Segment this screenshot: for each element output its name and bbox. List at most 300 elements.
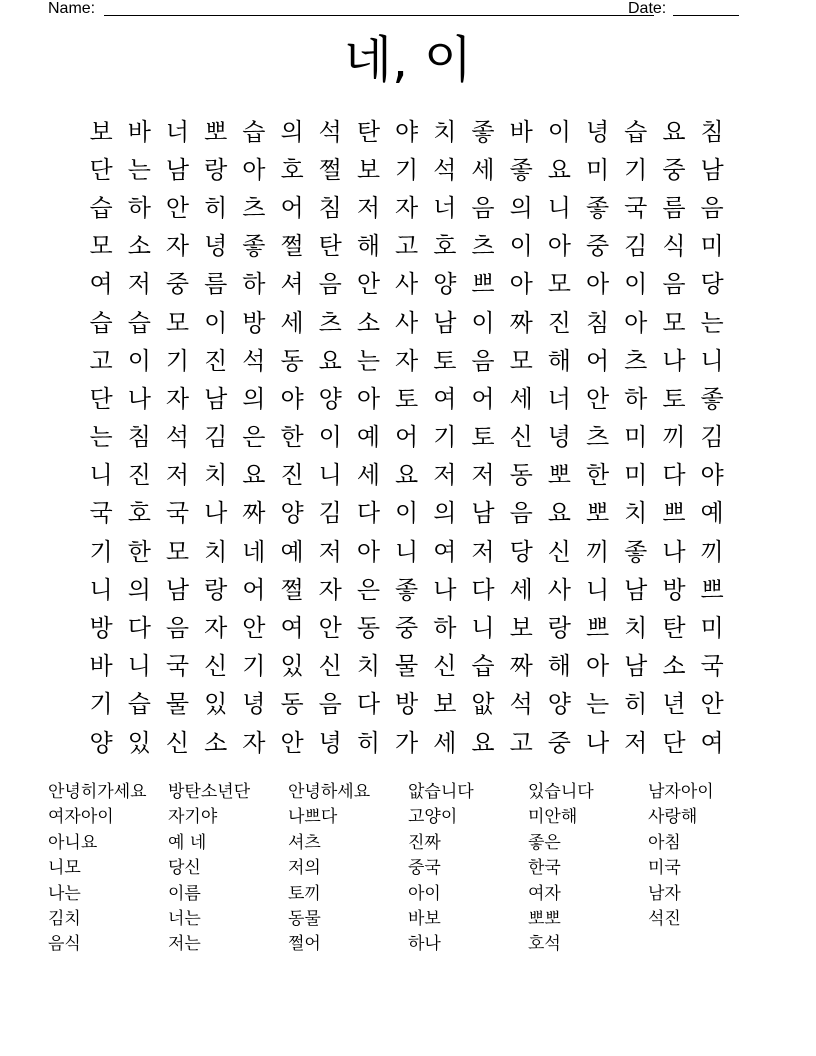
grid-cell: 랑 <box>204 575 228 604</box>
grid-cell: 남 <box>471 499 495 528</box>
grid-cell: 기 <box>89 537 113 566</box>
grid-cell: 안 <box>280 728 304 757</box>
worksheet-header <box>48 0 748 20</box>
grid-cell: 요 <box>662 117 686 146</box>
grid-cell: 신 <box>204 652 228 681</box>
word-list-item: 있습니다 <box>528 782 594 802</box>
word-list-item: 여자아이 <box>48 807 114 828</box>
grid-cell: 음 <box>662 270 686 299</box>
grid-cell: 신 <box>318 652 342 681</box>
grid-cell: 습 <box>471 652 495 681</box>
grid-cell: 음 <box>318 690 342 719</box>
grid-cell: 치 <box>624 614 648 643</box>
grid-cell: 저 <box>471 461 495 490</box>
grid-cell: 남 <box>204 384 228 413</box>
grid-cell: 요 <box>547 155 571 184</box>
grid-cell: 이 <box>471 308 495 337</box>
grid-cell: 모 <box>165 308 190 337</box>
grid-cell: 아 <box>356 537 380 566</box>
grid-cell: 녕 <box>242 690 266 719</box>
grid-cell: 뽀 <box>547 461 571 490</box>
grid-cell: 세 <box>280 308 304 337</box>
grid-cell: 탄 <box>662 614 686 643</box>
grid-cell: 토 <box>433 346 457 375</box>
grid-cell: 국 <box>624 193 648 222</box>
word-list-item: 뽀뽀 <box>528 908 561 929</box>
grid-cell: 좋 <box>700 384 724 413</box>
word-list-item: 나는 <box>48 883 81 904</box>
grid-cell: 녕 <box>585 117 610 146</box>
grid-cell: 안 <box>356 270 380 299</box>
grid-cell: 국 <box>165 652 190 681</box>
grid-cell: 물 <box>395 652 419 681</box>
grid-cell: 있 <box>280 652 304 681</box>
grid-cell: 는 <box>356 346 380 375</box>
grid-cell: 요 <box>242 461 266 490</box>
grid-cell: 하 <box>624 384 648 413</box>
grid-cell: 니 <box>89 575 113 604</box>
name-label: Name: <box>48 0 96 17</box>
word-list-item: 저의 <box>288 858 321 879</box>
grid-cell: 석 <box>509 690 533 719</box>
grid-cell: 어 <box>585 346 610 375</box>
word-list-item: 아침 <box>648 832 681 853</box>
grid-cell: 예 <box>700 499 724 528</box>
grid-cell: 중 <box>662 155 686 184</box>
grid-cell: 셔 <box>280 270 304 299</box>
grid-cell: 세 <box>509 575 533 604</box>
grid-cell: 끼 <box>585 537 610 566</box>
grid-cell: 석 <box>318 117 342 146</box>
grid-cell: 남 <box>165 575 190 604</box>
word-list-item: 이름 <box>168 883 201 904</box>
grid-cell: 자 <box>395 193 419 222</box>
grid-cell: 바 <box>127 117 151 146</box>
grid-cell: 니 <box>700 346 724 375</box>
grid-cell: 앖 <box>471 690 495 719</box>
word-list-item: 아이 <box>408 883 441 904</box>
word-list-item: 사랑해 <box>648 807 698 828</box>
grid-cell: 세 <box>433 728 457 757</box>
grid-cell: 보 <box>509 614 533 643</box>
grid-cell: 어 <box>395 423 419 452</box>
grid-cell: 단 <box>662 728 686 757</box>
grid-cell: 자 <box>395 346 419 375</box>
grid-cell: 다 <box>356 499 380 528</box>
grid-cell: 당 <box>509 537 533 566</box>
grid-cell: 탄 <box>356 117 380 146</box>
grid-cell: 소 <box>356 308 380 337</box>
grid-cell: 기 <box>242 652 266 681</box>
grid-cell: 저 <box>127 270 151 299</box>
grid-cell: 한 <box>127 537 151 566</box>
grid-cell: 신 <box>433 652 457 681</box>
grid-cell: 안 <box>585 384 610 413</box>
grid-cell: 세 <box>356 461 380 490</box>
grid-cell: 치 <box>204 537 228 566</box>
grid-cell: 끼 <box>662 423 686 452</box>
grid-cell: 는 <box>700 308 724 337</box>
grid-cell: 안 <box>700 690 724 719</box>
grid-cell: 미 <box>585 155 610 184</box>
word-list-item: 나쁘다 <box>288 807 338 828</box>
grid-cell: 하 <box>242 270 266 299</box>
grid-cell: 침 <box>318 193 342 222</box>
grid-cell: 탄 <box>318 232 342 261</box>
grid-cell: 보 <box>433 690 457 719</box>
grid-cell: 진 <box>127 461 151 490</box>
grid-cell: 국 <box>89 499 113 528</box>
grid-cell: 츠 <box>318 308 342 337</box>
grid-cell: 토 <box>662 384 686 413</box>
word-list-item: 당신 <box>168 858 201 879</box>
grid-cell: 양 <box>280 499 304 528</box>
grid-cell: 름 <box>204 270 228 299</box>
grid-cell: 소 <box>204 728 228 757</box>
grid-cell: 보 <box>356 155 380 184</box>
grid-cell: 니 <box>318 461 342 490</box>
grid-cell: 당 <box>700 270 724 299</box>
grid-cell: 김 <box>700 423 724 452</box>
word-list-item: 동물 <box>288 908 321 929</box>
grid-cell: 미 <box>700 614 724 643</box>
grid-cell: 나 <box>662 346 686 375</box>
grid-cell: 짜 <box>509 308 533 337</box>
grid-cell: 요 <box>395 461 419 490</box>
grid-cell: 중 <box>547 728 571 757</box>
grid-cell: 미 <box>700 232 724 261</box>
grid-cell: 자 <box>318 575 342 604</box>
grid-cell: 의 <box>127 575 151 604</box>
grid-cell: 석 <box>433 155 457 184</box>
grid-cell: 국 <box>700 652 724 681</box>
grid-cell: 여 <box>433 537 457 566</box>
grid-cell: 자 <box>165 232 190 261</box>
grid-cell: 사 <box>395 308 419 337</box>
grid-cell: 나 <box>662 537 686 566</box>
word-list-item: 셔츠 <box>288 832 321 853</box>
word-list-item: 고양이 <box>408 807 458 828</box>
grid-cell: 고 <box>89 346 113 375</box>
grid-cell: 야 <box>395 117 419 146</box>
grid-cell: 물 <box>165 690 190 719</box>
grid-cell: 다 <box>356 690 380 719</box>
grid-cell: 의 <box>433 499 457 528</box>
grid-cell: 기 <box>165 346 190 375</box>
grid-cell: 습 <box>89 308 113 337</box>
grid-cell: 너 <box>547 384 571 413</box>
grid-cell: 의 <box>280 117 304 146</box>
grid-cell: 신 <box>509 423 533 452</box>
word-list-item: 아니요 <box>48 832 98 853</box>
word-list-item: 안녕히가세요 <box>48 782 147 802</box>
grid-cell: 하 <box>433 614 457 643</box>
grid-cell: 너 <box>433 193 457 222</box>
grid-cell: 토 <box>471 423 495 452</box>
grid-cell: 식 <box>662 232 686 261</box>
grid-cell: 이 <box>624 270 648 299</box>
grid-cell: 중 <box>585 232 610 261</box>
grid-cell: 국 <box>165 499 190 528</box>
grid-cell: 해 <box>547 652 571 681</box>
grid-cell: 은 <box>242 423 266 452</box>
grid-cell: 저 <box>624 728 648 757</box>
grid-cell: 진 <box>204 346 228 375</box>
grid-cell: 녕 <box>318 728 342 757</box>
grid-cell: 음 <box>509 499 533 528</box>
grid-cell: 히 <box>356 728 380 757</box>
grid-cell: 침 <box>585 308 610 337</box>
grid-cell: 니 <box>471 614 495 643</box>
grid-cell: 호 <box>280 155 304 184</box>
grid-cell: 짜 <box>242 499 266 528</box>
word-list-item: 안녕하세요 <box>288 782 371 802</box>
grid-cell: 기 <box>89 690 113 719</box>
grid-cell: 모 <box>662 308 686 337</box>
grid-cell: 방 <box>662 575 686 604</box>
word-list-item: 음식 <box>48 934 81 955</box>
grid-cell: 아 <box>356 384 380 413</box>
grid-cell: 호 <box>127 499 151 528</box>
grid-cell: 남 <box>624 652 648 681</box>
grid-cell: 좋 <box>585 193 610 222</box>
grid-cell: 좋 <box>242 232 266 261</box>
grid-cell: 남 <box>165 155 190 184</box>
word-list-item: 미안해 <box>528 807 578 828</box>
grid-cell: 좋 <box>395 575 419 604</box>
grid-cell: 히 <box>204 193 228 222</box>
grid-cell: 예 <box>280 537 304 566</box>
grid-cell: 기 <box>624 155 648 184</box>
word-list-item: 중국 <box>408 858 441 879</box>
grid-cell: 짜 <box>509 652 533 681</box>
grid-cell: 이 <box>204 308 228 337</box>
grid-cell: 양 <box>89 728 113 757</box>
grid-cell: 는 <box>585 690 610 719</box>
word-list-item: 방탄소년단 <box>168 782 251 802</box>
grid-cell: 뽀 <box>204 117 228 146</box>
grid-cell: 기 <box>433 423 457 452</box>
grid-cell: 쩔 <box>280 575 304 604</box>
grid-cell: 아 <box>585 652 610 681</box>
grid-cell: 안 <box>318 614 342 643</box>
grid-cell: 좋 <box>509 155 533 184</box>
grid-cell: 이 <box>509 232 533 261</box>
grid-cell: 김 <box>624 232 648 261</box>
grid-cell: 쁘 <box>662 499 686 528</box>
grid-cell: 니 <box>547 193 571 222</box>
grid-cell: 끼 <box>700 537 724 566</box>
grid-cell: 동 <box>280 690 304 719</box>
grid-cell: 저 <box>318 537 342 566</box>
grid-cell: 있 <box>127 728 151 757</box>
grid-cell: 니 <box>585 575 610 604</box>
grid-cell: 츠 <box>242 193 266 222</box>
grid-cell: 년 <box>662 690 686 719</box>
grid-cell: 자 <box>242 728 266 757</box>
word-list-item: 니모 <box>48 858 81 879</box>
grid-cell: 여 <box>700 728 724 757</box>
grid-cell: 히 <box>624 690 648 719</box>
grid-cell: 아 <box>624 308 648 337</box>
word-list-item: 좋은 <box>528 832 561 853</box>
grid-cell: 모 <box>547 270 571 299</box>
grid-cell: 이 <box>395 499 419 528</box>
page-title: 네, 이 <box>343 31 473 89</box>
grid-cell: 저 <box>356 193 380 222</box>
grid-cell: 의 <box>242 384 266 413</box>
grid-cell: 사 <box>395 270 419 299</box>
grid-cell: 어 <box>471 384 495 413</box>
grid-cell: 기 <box>395 155 419 184</box>
grid-cell: 나 <box>585 728 610 757</box>
grid-cell: 음 <box>700 193 724 222</box>
grid-cell: 습 <box>127 690 151 719</box>
grid-cell: 안 <box>165 193 190 222</box>
grid-cell: 습 <box>127 308 151 337</box>
grid-cell: 습 <box>89 193 113 222</box>
grid-cell: 자 <box>165 384 190 413</box>
word-list-item: 저는 <box>168 934 201 955</box>
word-search-grid <box>82 110 731 759</box>
grid-cell: 다 <box>471 575 495 604</box>
grid-cell: 아 <box>547 232 571 261</box>
grid-cell: 호 <box>433 232 457 261</box>
grid-cell: 방 <box>395 690 419 719</box>
word-list-item: 너는 <box>168 908 201 929</box>
grid-cell: 고 <box>509 728 533 757</box>
grid-cell: 세 <box>509 384 533 413</box>
grid-cell: 단 <box>89 384 113 413</box>
grid-cell: 야 <box>700 461 724 490</box>
grid-cell: 여 <box>433 384 457 413</box>
grid-cell: 나 <box>433 575 457 604</box>
word-list-item: 여자 <box>528 883 561 904</box>
grid-cell: 한 <box>585 461 610 490</box>
grid-cell: 랑 <box>204 155 228 184</box>
grid-cell: 야 <box>280 384 304 413</box>
grid-cell: 동 <box>280 346 304 375</box>
grid-cell: 아 <box>509 270 533 299</box>
grid-cell: 여 <box>89 270 113 299</box>
grid-cell: 음 <box>471 193 495 222</box>
grid-cell: 고 <box>395 232 419 261</box>
word-list-item: 바보 <box>408 908 441 929</box>
grid-cell: 츠 <box>624 346 648 375</box>
name-blank-line[interactable] <box>104 15 654 16</box>
grid-cell: 뽀 <box>585 499 610 528</box>
grid-cell: 은 <box>356 575 380 604</box>
grid-cell: 소 <box>127 232 151 261</box>
grid-cell: 있 <box>204 690 228 719</box>
grid-cell: 남 <box>433 308 457 337</box>
grid-cell: 어 <box>280 193 304 222</box>
grid-cell: 남 <box>624 575 648 604</box>
grid-cell: 방 <box>242 308 266 337</box>
grid-cell: 쩔 <box>280 232 304 261</box>
grid-cell: 아 <box>585 270 610 299</box>
grid-cell: 보 <box>89 117 113 146</box>
grid-cell: 좋 <box>471 117 495 146</box>
grid-cell: 요 <box>318 346 342 375</box>
grid-cell: 녕 <box>547 423 571 452</box>
grid-cell: 바 <box>509 117 533 146</box>
grid-cell: 양 <box>433 270 457 299</box>
grid-cell: 나 <box>204 499 228 528</box>
grid-cell: 저 <box>433 461 457 490</box>
grid-cell: 모 <box>165 537 190 566</box>
grid-cell: 하 <box>127 193 151 222</box>
grid-cell: 요 <box>471 728 495 757</box>
grid-cell: 진 <box>280 461 304 490</box>
grid-cell: 이 <box>127 346 151 375</box>
word-list-item: 김치 <box>48 908 81 929</box>
grid-cell: 쁘 <box>585 614 610 643</box>
grid-cell: 치 <box>433 117 457 146</box>
grid-cell: 양 <box>547 690 571 719</box>
grid-cell: 나 <box>127 384 151 413</box>
word-list-item: 하나 <box>408 934 441 955</box>
grid-cell: 이 <box>318 423 342 452</box>
grid-cell: 쁘 <box>700 575 724 604</box>
grid-cell: 중 <box>395 614 419 643</box>
grid-cell: 양 <box>318 384 342 413</box>
grid-cell: 치 <box>624 499 648 528</box>
grid-cell: 습 <box>242 117 266 146</box>
grid-cell: 중 <box>165 270 190 299</box>
date-blank-line[interactable] <box>673 15 739 16</box>
grid-cell: 미 <box>624 423 648 452</box>
grid-cell: 한 <box>280 423 304 452</box>
word-list <box>48 780 768 958</box>
grid-cell: 해 <box>547 346 571 375</box>
grid-cell: 안 <box>242 614 266 643</box>
grid-cell: 니 <box>89 461 113 490</box>
grid-cell: 김 <box>318 499 342 528</box>
grid-cell: 신 <box>165 728 190 757</box>
grid-cell: 자 <box>204 614 228 643</box>
date-label: Date: <box>628 0 667 17</box>
grid-cell: 이 <box>547 117 571 146</box>
grid-cell: 신 <box>547 537 571 566</box>
grid-cell: 다 <box>127 614 151 643</box>
word-list-item: 미국 <box>648 858 681 879</box>
grid-cell: 여 <box>280 614 304 643</box>
grid-cell: 김 <box>204 423 228 452</box>
grid-cell: 진 <box>547 308 571 337</box>
grid-cell: 너 <box>165 117 190 146</box>
grid-cell: 음 <box>471 346 495 375</box>
grid-cell: 침 <box>127 423 151 452</box>
word-list-item: 토끼 <box>288 883 321 904</box>
grid-cell: 좋 <box>624 537 648 566</box>
grid-cell: 요 <box>547 499 571 528</box>
grid-cell: 동 <box>356 614 380 643</box>
grid-cell: 토 <box>395 384 419 413</box>
grid-cell: 츠 <box>585 423 610 452</box>
grid-cell: 세 <box>471 155 495 184</box>
grid-cell: 저 <box>471 537 495 566</box>
grid-cell: 쩔 <box>318 155 342 184</box>
grid-cell: 소 <box>662 652 686 681</box>
grid-cell: 단 <box>89 155 113 184</box>
word-list-item: 한국 <box>528 858 561 879</box>
grid-cell: 석 <box>242 346 266 375</box>
grid-cell: 습 <box>624 117 648 146</box>
grid-cell: 음 <box>318 270 342 299</box>
word-list-item: 호석 <box>528 934 561 955</box>
word-list-item: 앖습니다 <box>408 782 474 802</box>
